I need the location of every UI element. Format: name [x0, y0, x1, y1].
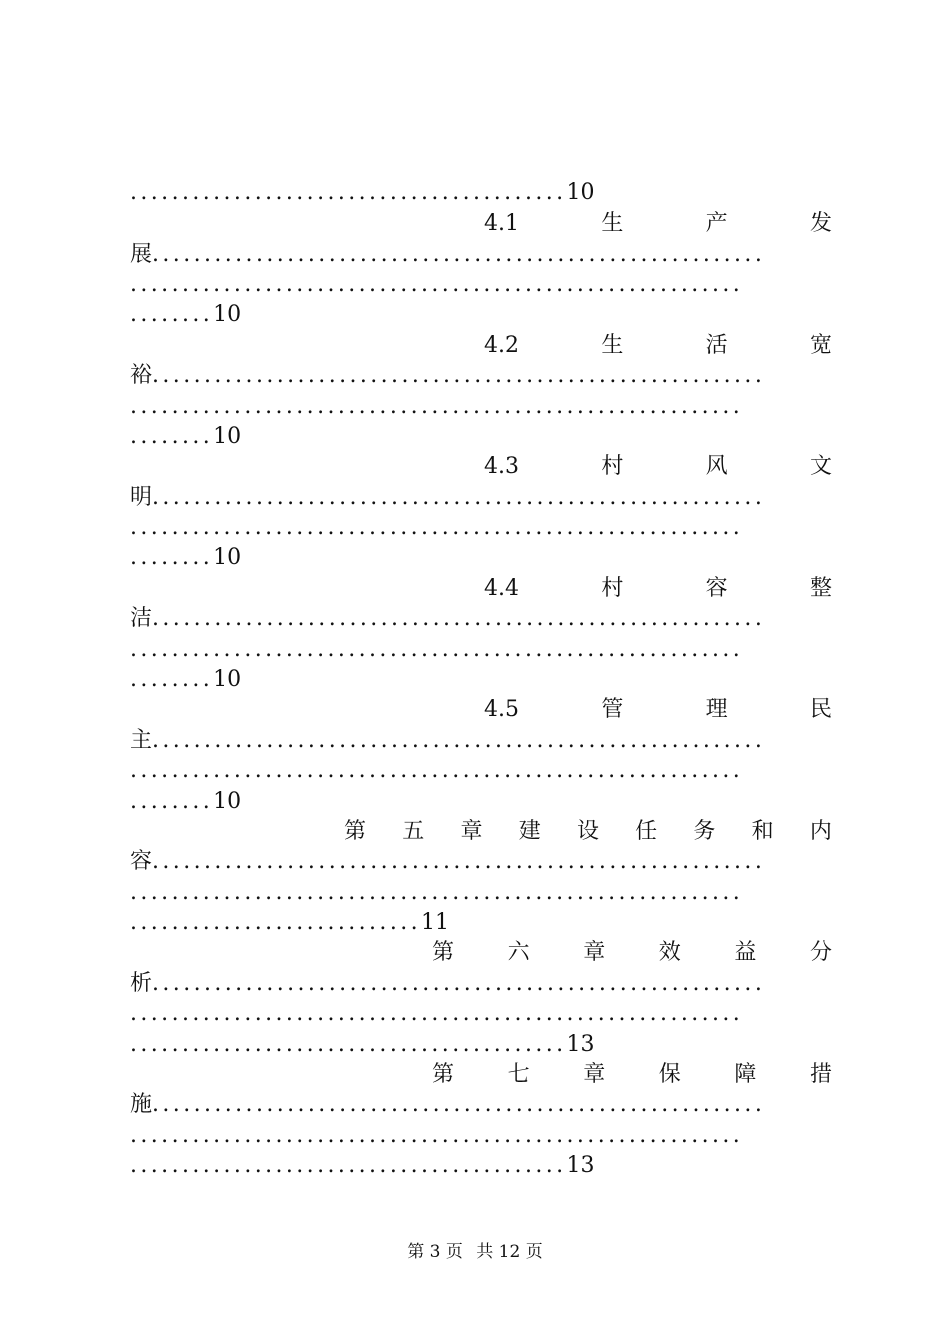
toc-leader-dots: ........ — [130, 545, 214, 570]
toc-title-char: 容 — [705, 576, 728, 601]
toc-leader-dots: ........ — [130, 667, 214, 692]
toc-entry-title — [484, 695, 832, 725]
toc-page-number: 10 — [213, 789, 242, 814]
toc-title-char: 章 — [460, 819, 483, 844]
toc-title-char: 整 — [809, 576, 832, 601]
toc-page-line — [130, 300, 832, 330]
toc-entry-wrap — [130, 483, 832, 513]
toc-title-char: 施 — [130, 1092, 153, 1117]
toc-page-line — [130, 908, 832, 938]
toc-title-char: 效 — [658, 940, 681, 965]
toc-page-number: 13 — [566, 1153, 595, 1178]
toc-leader-dots: ........ — [130, 302, 214, 327]
toc-title-char: 设 — [576, 819, 599, 844]
toc-page-line — [130, 1151, 832, 1181]
toc-chapter-title — [344, 817, 832, 847]
toc-leader-dots: .......................................... — [130, 1153, 567, 1178]
toc-entry-title — [484, 331, 832, 361]
toc-page-number: 10 — [213, 424, 242, 449]
toc-title-char: 措 — [809, 1062, 832, 1087]
toc-leader-dots: .......................................... — [130, 1032, 567, 1057]
toc-title-char: 发 — [809, 211, 832, 236]
toc-title-char: 主 — [130, 728, 153, 753]
toc-title-char: 析 — [130, 971, 153, 996]
toc-page-number: 10 — [566, 180, 595, 205]
toc-leader-dots: ........................................................... — [130, 637, 744, 662]
toc-page-line — [130, 665, 832, 695]
toc-title-char: 洁 — [130, 606, 153, 631]
toc-title-char: 第 — [432, 940, 455, 965]
toc-leader-line — [130, 513, 832, 543]
toc-title-char: 文 — [809, 454, 832, 479]
toc-title-char: 五 — [402, 819, 425, 844]
toc-title-char: 宽 — [809, 333, 832, 358]
toc-leader-dots: ........................................................... — [152, 363, 766, 388]
toc-leader-dots: ........................................................... — [130, 515, 744, 540]
toc-title-char: 第 — [344, 819, 367, 844]
toc-leader-dots: ........................................................... — [130, 394, 744, 419]
toc-title-char: 内 — [809, 819, 832, 844]
toc-leader-line — [130, 635, 832, 665]
toc-entry-wrap — [130, 969, 832, 999]
toc-section-number: 4.3 — [484, 454, 519, 479]
toc-leader-dots: ........ — [130, 789, 214, 814]
toc-title-char: 益 — [734, 940, 757, 965]
footer-page-label: 第 3 页 — [407, 1242, 463, 1262]
toc-section-number: 4.5 — [484, 697, 519, 722]
toc-title-char: 明 — [130, 485, 153, 510]
toc-leader-dots: ........................................................... — [130, 1001, 744, 1026]
toc-chapter-title — [432, 1060, 832, 1090]
toc-leader-dots: ........................................................... — [152, 485, 766, 510]
toc-title-char: 产 — [705, 211, 728, 236]
toc-title-char: 章 — [583, 940, 606, 965]
toc-page-number: 13 — [566, 1032, 595, 1057]
toc-entry-wrap — [130, 847, 832, 877]
page-footer — [0, 1240, 950, 1264]
toc-leader-line — [130, 1121, 832, 1151]
toc-leader-line — [130, 392, 832, 422]
toc-leader-dots: ........................................................... — [152, 606, 766, 631]
toc-page-line — [130, 1030, 832, 1060]
toc-title-char: 容 — [130, 849, 153, 874]
toc-title-char: 村 — [601, 576, 624, 601]
toc-title-char: 展 — [130, 242, 153, 267]
toc-leader-line — [130, 878, 832, 908]
toc-chapter-title — [432, 938, 832, 968]
toc-title-char: 障 — [734, 1062, 757, 1087]
toc-entry-wrap — [130, 240, 832, 270]
toc-leader-dots: ........................................................... — [152, 242, 766, 267]
toc-title-char: 理 — [705, 697, 728, 722]
toc-title-char: 六 — [507, 940, 530, 965]
toc-page-line — [130, 422, 832, 452]
toc-leader-dots: ........................................................... — [152, 1092, 766, 1117]
toc-title-char: 活 — [705, 333, 728, 358]
toc-leader-dots: ........ — [130, 424, 214, 449]
toc-title-char: 生 — [601, 211, 624, 236]
toc-title-char: 任 — [635, 819, 658, 844]
toc-leader-dots: ........................................................... — [130, 880, 744, 905]
toc-entry-title — [484, 209, 832, 239]
toc-section-number: 4.4 — [484, 576, 519, 601]
toc-leader-line — [130, 999, 832, 1029]
toc-title-char: 管 — [601, 697, 624, 722]
toc-title-char: 章 — [583, 1062, 606, 1087]
toc-page-number: 10 — [213, 667, 242, 692]
toc-title-char: 生 — [601, 333, 624, 358]
toc-page-number: 10 — [213, 545, 242, 570]
toc-page-line — [130, 787, 832, 817]
toc-page-line — [130, 543, 832, 573]
toc-title-char: 务 — [693, 819, 716, 844]
toc-title-char: 七 — [507, 1062, 530, 1087]
toc-title-char: 民 — [809, 697, 832, 722]
toc-leader-dots: .......................................... — [130, 180, 567, 205]
toc-entry-wrap — [130, 1090, 832, 1120]
toc-title-char: 建 — [518, 819, 541, 844]
toc-leader-dots: ........................................................... — [130, 758, 744, 783]
toc-title-char: 保 — [658, 1062, 681, 1087]
toc-entry-wrap — [130, 726, 832, 756]
toc-prev-tail — [130, 178, 832, 208]
toc-leader-dots: ........................................................... — [152, 849, 766, 874]
toc-section-number: 4.2 — [484, 333, 519, 358]
toc-section-number: 4.1 — [484, 211, 519, 236]
toc-entry-title — [484, 574, 832, 604]
toc-entry-wrap — [130, 361, 832, 391]
toc-leader-line — [130, 756, 832, 786]
toc-leader-line — [130, 270, 832, 300]
toc-leader-dots: ........................................................... — [152, 728, 766, 753]
footer-total-label: 共 12 页 — [476, 1242, 543, 1262]
toc-leader-dots: ............................ — [130, 910, 422, 935]
toc-entry-title — [484, 452, 832, 482]
toc-leader-dots: ........................................................... — [152, 971, 766, 996]
toc-title-char: 和 — [751, 819, 774, 844]
toc-leader-dots: ........................................................... — [130, 1123, 744, 1148]
toc-title-char: 村 — [601, 454, 624, 479]
toc-page-number: 11 — [421, 910, 450, 935]
toc-title-char: 分 — [809, 940, 832, 965]
toc-title-char: 第 — [432, 1062, 455, 1087]
toc-title-char: 裕 — [130, 363, 153, 388]
toc-title-char: 风 — [705, 454, 728, 479]
toc-leader-dots: ........................................................... — [130, 272, 744, 297]
toc-page-number: 10 — [213, 302, 242, 327]
toc-entry-wrap — [130, 604, 832, 634]
